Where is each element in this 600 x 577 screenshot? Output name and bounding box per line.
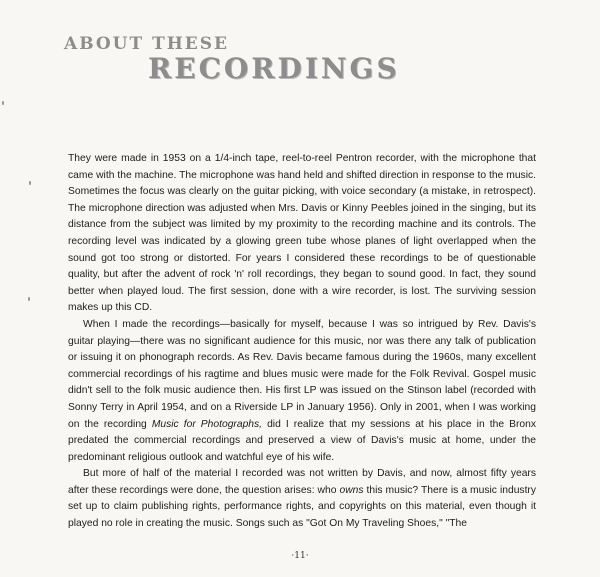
paragraph-2-text-start: When I made the recordings—basically for myself, because I was so intrigued by Rev. Davis's guitar playing—there was no significant audience for this music, nor was there any talk of publication or issuing it on phonograph records. As Rev. Davis became famous during the 1960s, many excellent commercial recordings of his ragtime and blues music were made for the Folk Revival. Gospel music didn't sell to the folk music audience then. His first LP was issued on the Stinson label (recorded with Sonny Terry in April 1954, and on a Riverside LP in January 1956). Only in 2001, when I was working on the recording xyxy=(68,318,536,430)
section-heading xyxy=(64,36,400,83)
paragraph-3-text-end: this music? There is a music industry set up to claim publishing rights, performance rights, and copyrights on this material, even though it played no role in creating the music. Songs such as "Got On My Traveling Shoes," "The xyxy=(68,484,537,530)
body-text xyxy=(68,151,536,533)
paragraph-3 xyxy=(68,466,536,532)
emphasis-owns: owns xyxy=(339,484,364,496)
paragraph-2-text-end: did I realize that my sessions at his place in the Bronx predated the commercial recordings and preserved a view of Davis's music at home, under the predominant religious outlook and watchful eye of his wife. xyxy=(68,418,536,463)
page-number: ·11· xyxy=(291,551,309,561)
album-title: Music for Photographs, xyxy=(151,418,263,430)
margin-speck xyxy=(2,101,4,105)
margin-speck xyxy=(28,297,30,301)
paragraph-2 xyxy=(68,317,536,466)
paragraph-1: They were made in 1953 on a 1/4-inch tape, reel-to-reel Pentron recorder, with the microphone that came with the machine. The microphone was hand held and shifted direction in response to the music. Sometimes the focus was clearly on the guitar picking, with voice secondary (a mistake, in retrospect). The microphone direction was adjusted when Mrs. Davis or Kinny Peebles joined in the singing, but its distance from the subject was limited by my proximity to the recording machine and its controls. The recording level was indicated by a glowing green tube whose planes of light overlapped when the sound got too strong or distorted. For years I considered these recordings to be of questionable quality, but after the advent of rock 'n' roll recordings, they began to sound good. In fact, they sound better when played loud. The first session, done with a wire recorder, is lost. The surviving session makes up this CD. xyxy=(68,153,536,314)
paragraph-3-text-start: But more of half of the material I recorded was not written by Davis, and now, almost fifty years after these recordings were done, the question arises: who xyxy=(68,468,536,496)
margin-speck xyxy=(29,181,31,185)
heading-line-about-these: ABOUT THESE xyxy=(64,34,229,54)
heading-line-recordings: RECORDINGS xyxy=(148,52,400,85)
